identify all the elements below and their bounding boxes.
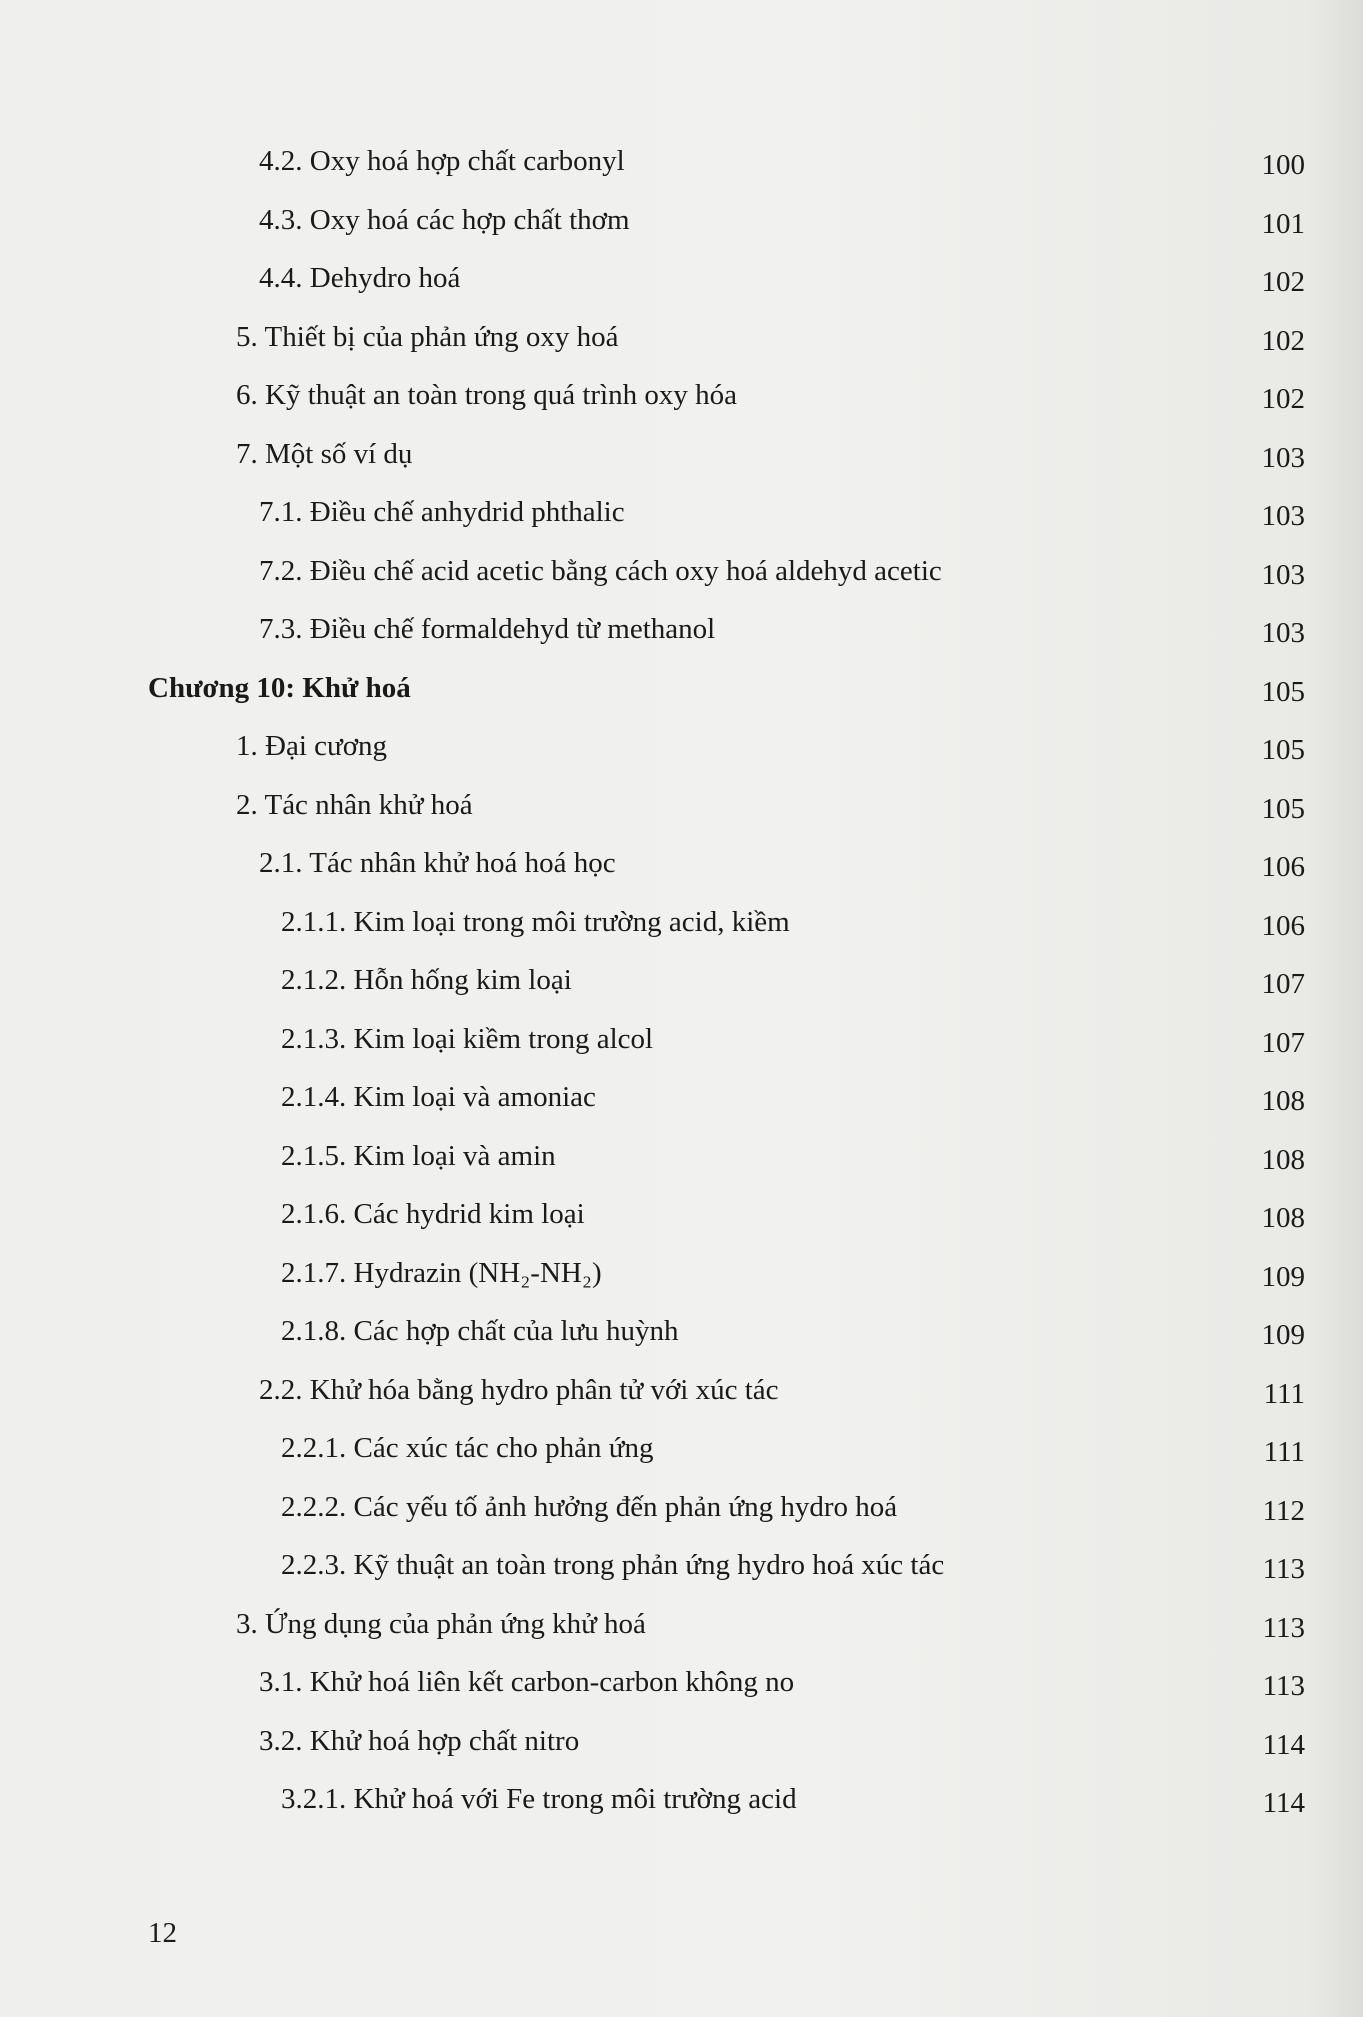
toc-entry [0, 192, 1363, 251]
toc-entry-label: 2.2.1. Các xúc tác cho phản ứng [281, 1432, 654, 1464]
toc-entry-page-number: 103 [1261, 500, 1305, 532]
toc-entry-label: 2.2.3. Kỹ thuật an toàn trong phản ứng hydro hoá xúc tác [281, 1549, 945, 1581]
toc-entry-page-number: 107 [1261, 1026, 1305, 1059]
toc-entry-page-number: 107 [1261, 968, 1305, 1000]
toc-entry [0, 1420, 1363, 1479]
table-of-contents [0, 133, 1363, 1830]
toc-entry-page-number: 112 [1262, 1494, 1305, 1527]
page-number: 12 [148, 1917, 177, 1949]
toc-entry-label: 2.1.6. Các hydrid kim loại [281, 1198, 585, 1230]
toc-entry [0, 1362, 1363, 1421]
toc-entry-page-number: 105 [1261, 792, 1305, 825]
toc-entry-page-number: 105 [1261, 675, 1305, 708]
toc-entry-page-number: 103 [1261, 617, 1305, 649]
toc-entry-label: 2.1.8. Các hợp chất của lưu huỳnh [281, 1315, 679, 1347]
toc-entry-label: 4.2. Oxy hoá hợp chất carbonyl [259, 145, 625, 177]
toc-entry [0, 1654, 1363, 1713]
toc-entry [0, 1713, 1363, 1772]
toc-entry-page-number: 102 [1261, 266, 1305, 298]
toc-entry [0, 1537, 1363, 1596]
toc-entry [0, 718, 1363, 777]
toc-entry [0, 835, 1363, 894]
toc-entry-page-number: 106 [1261, 909, 1305, 942]
toc-entry-label: 2.1.7. Hydrazin (NH₂-NH₂) [281, 1256, 602, 1289]
toc-entry-label: 2. Tác nhân khử hoá [236, 788, 473, 821]
toc-entry-label: 3. Ứng dụng của phản ứng khử hoá [236, 1607, 646, 1640]
toc-entry-label: 7.1. Điều chế anhydrid phthalic [259, 496, 625, 528]
toc-entry-label: 7. Một số ví dụ [236, 437, 413, 470]
toc-entry [0, 1596, 1363, 1655]
toc-entry-label: 2.1.2. Hỗn hống kim loại [281, 964, 572, 996]
toc-entry-label: 4.4. Dehydro hoá [259, 262, 461, 294]
toc-entry-label: 2.1.5. Kim loại và amin [281, 1139, 556, 1172]
toc-entry-label: 2.1. Tác nhân khử hoá hoá học [259, 847, 616, 879]
toc-entry [0, 952, 1363, 1011]
toc-entry-label: 1. Đại cương [236, 730, 388, 762]
toc-entry-page-number: 109 [1261, 1260, 1305, 1293]
toc-entry-page-number: 111 [1263, 1436, 1305, 1468]
toc-entry-label: 6. Kỹ thuật an toàn trong quá trình oxy hóa [236, 379, 737, 411]
toc-entry-page-number: 102 [1261, 383, 1305, 415]
toc-entry-label: 3.2. Khử hoá hợp chất nitro [259, 1724, 580, 1757]
toc-entry-label: 3.2.1. Khử hoá với Fe trong môi trường acid [281, 1783, 797, 1815]
toc-entry-page-number: 109 [1261, 1319, 1305, 1351]
toc-entry-page-number: 102 [1261, 324, 1305, 357]
toc-entry [0, 1128, 1363, 1187]
toc-entry [0, 309, 1363, 368]
toc-entry-label: 2.1.4. Kim loại và amoniac [281, 1081, 596, 1113]
toc-entry-page-number: 113 [1262, 1611, 1305, 1644]
toc-entry-label: 3.1. Khử hoá liên kết carbon-carbon không no [259, 1666, 795, 1698]
toc-entry-label: 7.2. Điều chế acid acetic bằng cách oxy hoá aldehyd acetic [259, 554, 942, 587]
toc-entry-label: 2.1.3. Kim loại kiềm trong alcol [281, 1022, 654, 1055]
toc-entry-page-number: 108 [1261, 1085, 1305, 1117]
toc-entry-page-number: 103 [1261, 558, 1305, 591]
toc-entry-page-number: 101 [1261, 207, 1305, 240]
toc-entry-label: 2.2. Khử hóa bằng hydro phân tử với xúc tác [259, 1373, 779, 1406]
toc-entry [0, 894, 1363, 953]
toc-entry-page-number: 106 [1261, 851, 1305, 883]
toc-entry-label: 4.3. Oxy hoá các hợp chất thơm [259, 203, 630, 236]
toc-entry [0, 1069, 1363, 1128]
toc-entry [0, 250, 1363, 309]
toc-entry [0, 367, 1363, 426]
toc-entry [0, 1479, 1363, 1538]
toc-entry [0, 1771, 1363, 1830]
toc-entry-label: 7.3. Điều chế formaldehyd từ methanol [259, 613, 716, 645]
toc-entry-page-number: 105 [1261, 734, 1305, 766]
toc-entry-page-number: 114 [1262, 1787, 1305, 1819]
toc-entry [0, 660, 1363, 719]
toc-entry-page-number: 114 [1262, 1728, 1305, 1761]
toc-entry [0, 1245, 1363, 1304]
toc-entry-label: 2.2.2. Các yếu tố ảnh hưởng đến phản ứng hydro hoá [281, 1490, 898, 1523]
toc-entry [0, 1186, 1363, 1245]
toc-entry-page-number: 103 [1261, 441, 1305, 474]
toc-entry-page-number: 100 [1261, 149, 1305, 181]
toc-entry-page-number: 108 [1261, 1202, 1305, 1234]
toc-entry [0, 1303, 1363, 1362]
chapter-title: Chương 10: Khử hoá [148, 671, 411, 704]
toc-entry [0, 543, 1363, 602]
toc-entry-page-number: 111 [1263, 1377, 1305, 1410]
toc-entry-label: 2.1.1. Kim loại trong môi trường acid, kiềm [281, 905, 790, 938]
toc-entry-page-number: 113 [1262, 1553, 1305, 1585]
toc-entry [0, 601, 1363, 660]
toc-entry-page-number: 108 [1261, 1143, 1305, 1176]
toc-entry [0, 777, 1363, 836]
toc-entry [0, 426, 1363, 485]
toc-entry [0, 133, 1363, 192]
toc-entry-page-number: 113 [1262, 1670, 1305, 1702]
toc-entry-label: 5. Thiết bị của phản ứng oxy hoá [236, 320, 619, 353]
toc-entry [0, 1011, 1363, 1070]
toc-entry [0, 484, 1363, 543]
